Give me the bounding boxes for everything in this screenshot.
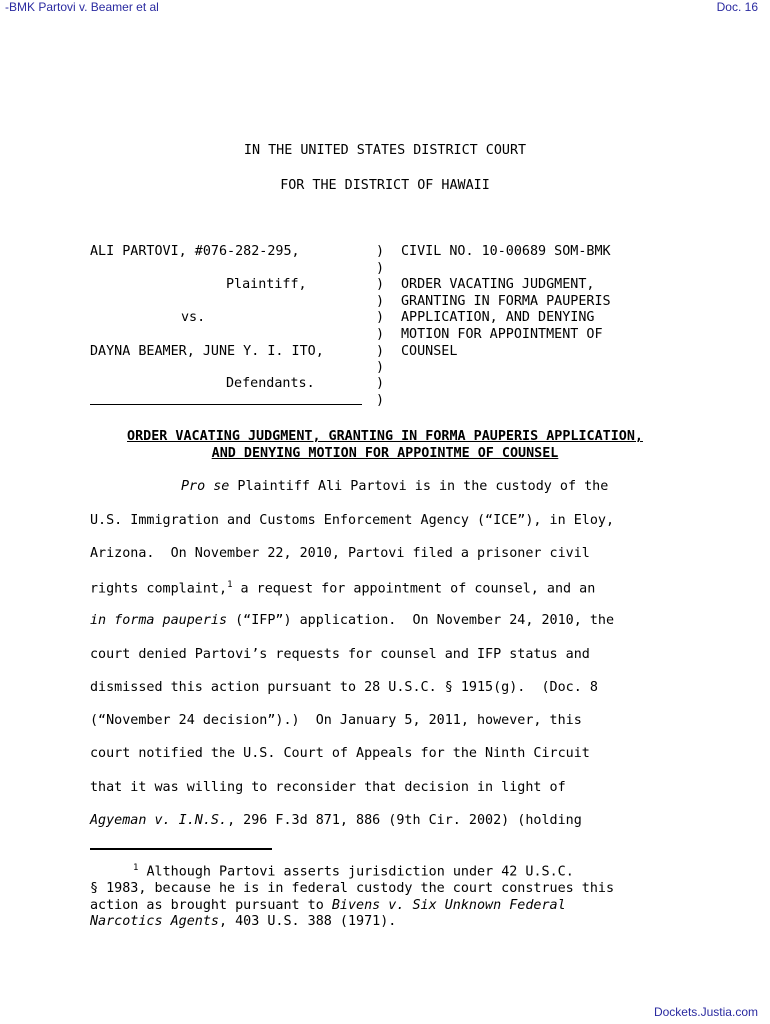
body-line: (“November 24 decision”).) On January 5, 2011, however, this: [90, 713, 582, 728]
caption-underline: [90, 404, 362, 405]
pro-se-italic: Pro se: [181, 479, 230, 494]
caption-paren: ): [376, 360, 385, 375]
bivens-italic: Bivens v. Six Unknown Federal: [331, 898, 566, 913]
body-line: Arizona. On November 22, 2010, Partovi filed a prisoner civil: [90, 546, 590, 561]
case-citation-italic: Agyeman v. I.N.S.: [90, 813, 228, 828]
defendants-names: DAYNA BEAMER, JUNE Y. I. ITO,: [90, 344, 324, 359]
body-text: (“IFP”) application. On November 24, 2010, the: [227, 613, 615, 628]
footnote-ref: 1: [227, 580, 233, 590]
order-title-line-2: AND DENYING MOTION FOR APPOINTME OF COUNSEL: [211, 446, 559, 461]
caption-title-line: COUNSEL: [401, 344, 458, 359]
body-text: , 296 F.3d 871, 886 (9th Cir. 2002) (holding: [227, 813, 582, 828]
footnote-text: , 403 U.S. 388 (1971).: [219, 914, 397, 929]
body-line: court notified the U.S. Court of Appeals for the Ninth Circuit: [90, 746, 590, 761]
body-line: that it was willing to reconsider that decision in light of: [90, 780, 566, 795]
court-name: IN THE UNITED STATES DISTRICT COURT: [243, 143, 527, 158]
doc-number-text[interactable]: Doc. 16: [716, 0, 758, 14]
body-text: Plaintiff Ali Partovi is in the custody of the: [229, 479, 609, 494]
footnote-line: [90, 899, 566, 912]
caption-paren: ): [376, 277, 385, 292]
body-text: rights complaint,: [90, 581, 228, 597]
plaintiff-name: ALI PARTOVI, #076-282-295,: [90, 244, 300, 259]
plaintiff-role: Plaintiff,: [226, 277, 307, 292]
narcotics-agents-italic: Narcotics Agents: [90, 914, 219, 929]
footnote-line: [133, 864, 574, 879]
doc-number-link[interactable]: [717, 0, 758, 14]
document-header-link[interactable]: [5, 0, 159, 14]
ifp-italic: in forma pauperis: [90, 613, 228, 628]
caption-paren: ): [376, 294, 385, 309]
footnote-text: Although Partovi asserts jurisdiction under 42 U.S.C.: [138, 864, 574, 880]
footnote-text: action as brought pursuant to: [90, 898, 332, 913]
caption-title-line: MOTION FOR APPOINTMENT OF: [401, 327, 603, 342]
caption-title-line: ORDER VACATING JUDGMENT,: [401, 277, 595, 292]
caption-paren: ): [376, 393, 385, 408]
case-title-link[interactable]: -BMK Partovi v. Beamer et al: [5, 0, 159, 14]
caption-paren: ): [376, 261, 385, 276]
order-title-line-1: ORDER VACATING JUDGMENT, GRANTING IN FORMA PAUPERIS APPLICATION,: [127, 429, 643, 444]
footnote-line: § 1983, because he is in federal custody the court construes this: [90, 881, 615, 896]
caption-paren: ): [376, 244, 385, 259]
body-line: U.S. Immigration and Customs Enforcement Agency (“ICE”), in Eloy,: [90, 513, 615, 528]
body-line: court denied Partovi’s requests for counsel and IFP status and: [90, 647, 590, 662]
body-line: [90, 814, 582, 827]
footnote-marker: 1: [133, 863, 139, 873]
defendants-role: Defendants.: [226, 376, 315, 391]
versus: vs.: [181, 310, 206, 325]
caption-paren: ): [376, 327, 385, 342]
body-line: [90, 614, 614, 627]
footnote-divider: [90, 848, 272, 850]
justia-footer-link[interactable]: [654, 1005, 758, 1019]
caption-paren: ): [376, 376, 385, 391]
civil-case-number: CIVIL NO. 10-00689 SOM-BMK: [401, 244, 611, 259]
body-line: [181, 480, 608, 493]
justia-link-text[interactable]: Dockets.Justia.com: [653, 1005, 758, 1019]
caption-title-line: GRANTING IN FORMA PAUPERIS: [401, 294, 611, 309]
body-line: dismissed this action pursuant to 28 U.S.C. § 1915(g). (Doc. 8: [90, 680, 598, 695]
caption-title-line: APPLICATION, AND DENYING: [401, 310, 595, 325]
body-text: a request for appointment of counsel, and an: [232, 581, 596, 597]
caption-paren: ): [376, 344, 385, 359]
body-line: [90, 581, 595, 596]
court-district: FOR THE DISTRICT OF HAWAII: [280, 178, 490, 193]
footnote-line: [90, 915, 396, 928]
caption-paren: ): [376, 310, 385, 325]
